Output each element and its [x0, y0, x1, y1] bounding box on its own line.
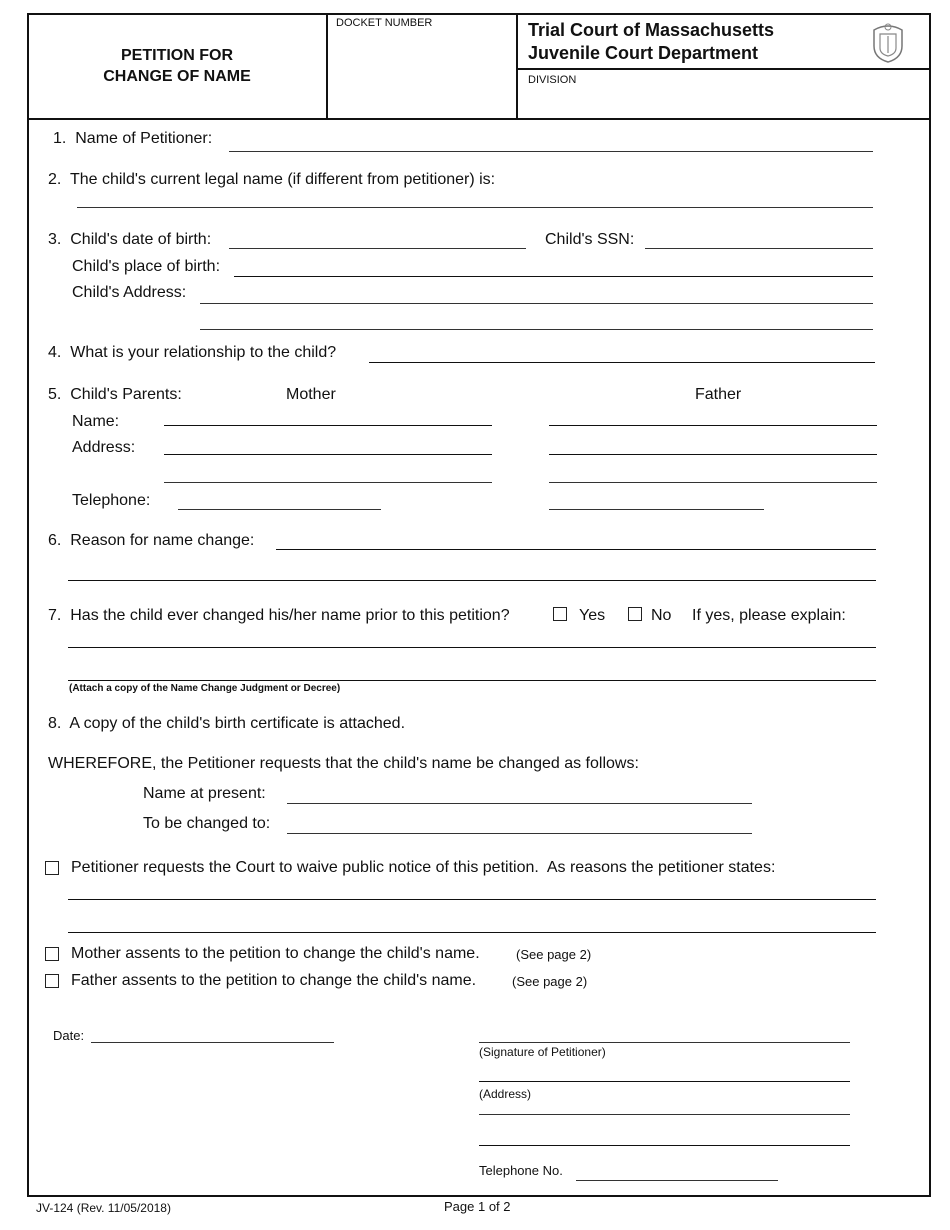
form-title-line2: CHANGE OF NAME [103, 68, 251, 85]
waive-reason-field-1[interactable] [68, 899, 876, 900]
page-number: Page 1 of 2 [444, 1199, 511, 1214]
address-field-2[interactable] [479, 1114, 850, 1115]
mother-assent-see-page: (See page 2) [516, 947, 592, 962]
prior-change-no-label: No [651, 607, 672, 624]
signature-label: (Signature of Petitioner) [479, 1045, 606, 1059]
court-line2: Juvenile Court Department [528, 43, 759, 63]
telephone-field[interactable] [576, 1180, 778, 1181]
child-address-label: Child's Address: [72, 284, 187, 301]
wherefore-statement: WHEREFORE, the Petitioner requests that the child's name be changed as follows: [48, 755, 639, 772]
child-pob-field[interactable] [234, 276, 873, 277]
father-heading: Father [695, 386, 742, 403]
reason-label: 6. Reason for name change: [48, 532, 255, 549]
form-id: JV-124 (Rev. 11/05/2018) [36, 1201, 171, 1215]
child-ssn-field[interactable] [645, 248, 873, 249]
child-address-field-1[interactable] [200, 303, 873, 304]
address-field-1[interactable] [479, 1081, 850, 1082]
petitioner-name-field[interactable] [229, 151, 873, 152]
division-label: DIVISION [528, 74, 577, 86]
mother-telephone-field[interactable] [178, 509, 381, 510]
father-telephone-field[interactable] [549, 509, 764, 510]
court-division-divider [517, 68, 930, 70]
telephone-label: Telephone No. [479, 1163, 563, 1178]
form-title [29, 45, 325, 87]
date-field[interactable] [91, 1042, 334, 1043]
child-address-field-2[interactable] [200, 329, 873, 330]
father-address-field-1[interactable] [549, 454, 877, 455]
attach-decree-note: (Attach a copy of the Name Change Judgment or Decree) [69, 683, 341, 694]
prior-change-no-checkbox[interactable] [628, 607, 642, 621]
signature-field[interactable] [479, 1042, 850, 1043]
reason-field-1[interactable] [276, 549, 876, 550]
form-right-border [929, 13, 931, 1196]
parents-label: 5. Child's Parents: [48, 386, 182, 403]
relationship-field[interactable] [369, 362, 875, 363]
prior-change-yes-label: Yes [579, 607, 606, 624]
petitioner-name-label: 1. Name of Petitioner: [53, 130, 213, 147]
prior-change-explain-label: If yes, please explain: [692, 607, 846, 624]
mother-heading: Mother [286, 386, 336, 403]
form-bottom-border [27, 1195, 931, 1197]
prior-change-question: 7. Has the child ever changed his/her name prior to this petition? [48, 607, 510, 624]
mother-assent-checkbox[interactable] [45, 947, 59, 961]
birth-certificate-statement: 8. A copy of the child's birth certificate is attached. [48, 715, 406, 732]
waive-notice-checkbox[interactable] [45, 861, 59, 875]
child-pob-label: Child's place of birth: [72, 258, 221, 275]
mother-address-field-1[interactable] [164, 454, 492, 455]
father-assent-label: Father assents to the petition to change the child's name. [71, 972, 477, 989]
header-bottom-border [27, 118, 931, 120]
name-at-present-label: Name at present: [143, 785, 266, 802]
child-current-name-label: 2. The child's current legal name (if different from petitioner) is: [48, 171, 496, 188]
form-left-border [27, 13, 29, 1196]
date-label: Date: [53, 1028, 85, 1043]
reason-field-2[interactable] [68, 580, 876, 581]
father-assent-see-page: (See page 2) [512, 974, 588, 989]
father-assent-checkbox[interactable] [45, 974, 59, 988]
child-dob-label: 3. Child's date of birth: [48, 231, 212, 248]
form-top-border [27, 13, 931, 15]
parent-name-label: Name: [72, 413, 120, 430]
to-be-changed-label: To be changed to: [143, 815, 271, 832]
father-name-field[interactable] [549, 425, 877, 426]
parent-address-label: Address: [72, 439, 136, 456]
prior-change-explain-field-1[interactable] [68, 647, 876, 648]
relationship-label: 4. What is your relationship to the child? [48, 344, 337, 361]
mother-address-field-2[interactable] [164, 482, 492, 483]
name-at-present-field[interactable] [287, 803, 752, 804]
docket-number-label: DOCKET NUMBER [336, 17, 433, 29]
child-current-name-field[interactable] [77, 207, 873, 208]
prior-change-explain-field-2[interactable] [68, 680, 876, 681]
prior-change-yes-checkbox[interactable] [553, 607, 567, 621]
waive-notice-label: Petitioner requests the Court to waive public notice of this petition. As reasons the petitioner states: [71, 859, 776, 876]
court-title [528, 19, 774, 65]
header-divider-1 [326, 13, 328, 119]
address-label: (Address) [479, 1087, 532, 1101]
form-title-line1: PETITION FOR [121, 47, 233, 64]
address-field-3[interactable] [479, 1145, 850, 1146]
mother-assent-label: Mother assents to the petition to change the child's name. [71, 945, 480, 962]
child-dob-field[interactable] [229, 248, 526, 249]
massachusetts-seal-icon [870, 20, 906, 64]
parent-telephone-label: Telephone: [72, 492, 151, 509]
waive-reason-field-2[interactable] [68, 932, 876, 933]
child-ssn-label: Child's SSN: [545, 231, 635, 248]
court-line1: Trial Court of Massachusetts [528, 20, 775, 40]
mother-name-field[interactable] [164, 425, 492, 426]
header-divider-2 [516, 13, 518, 119]
father-address-field-2[interactable] [549, 482, 877, 483]
to-be-changed-field[interactable] [287, 833, 752, 834]
